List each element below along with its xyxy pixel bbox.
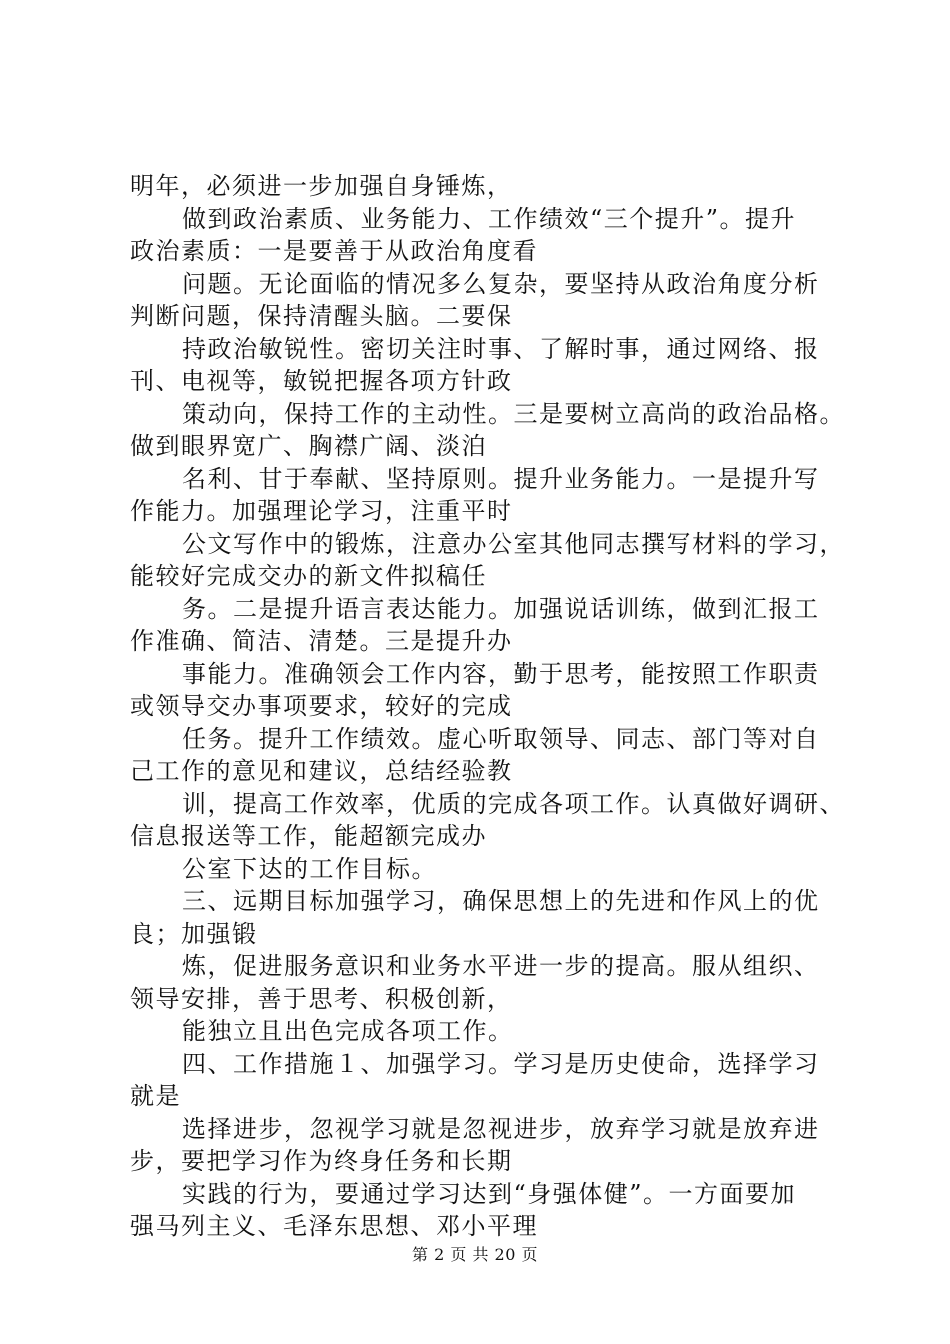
paragraph: [130, 658, 850, 723]
text-line: 问题。无论面临的情况多么复杂，要坚持从政治角度分析: [182, 269, 820, 298]
text-line: 己工作的意见和建议，总结经验教: [130, 757, 513, 785]
text-line: 信息报送等工作，能超额完成办: [130, 822, 487, 850]
paragraph: [130, 398, 850, 463]
paragraph: [130, 1015, 850, 1048]
paragraph: [130, 170, 850, 203]
text-line: 领导安排，善于思考、积极创新，: [130, 984, 513, 1013]
page-number-footer: 第 2 页 共 20 页: [412, 1245, 538, 1264]
paragraph: [130, 203, 850, 268]
text-line: 做到眼界宽广、胸襟广阔、淡泊: [130, 432, 487, 460]
text-line: 或领导交办事项要求，较好的完成: [130, 692, 513, 720]
text-line: 步，要把学习作为终身任务和长期: [130, 1147, 513, 1175]
text-line: 作准确、简洁、清楚。三是提升办: [130, 627, 513, 655]
text-line: 政治素质：一是要善于从政治角度看: [130, 237, 538, 265]
text-line: 四、工作措施１、加强学习。学习是历史使命，选择学习: [182, 1049, 820, 1078]
paragraph: [130, 528, 850, 593]
paragraph: [130, 463, 850, 528]
document-body: [130, 170, 850, 1243]
text-line: 事能力。准确领会工作内容，勤于思考，能按照工作职责: [182, 659, 820, 688]
text-line: 训，提高工作效率，优质的完成各项工作。认真做好调研、: [182, 789, 845, 818]
paragraph: [130, 950, 850, 1015]
text-line: 炼，促进服务意识和业务水平进一步的提高。服从组织、: [182, 952, 820, 980]
text-line: 刊、电视等，敏锐把握各项方针政: [130, 367, 513, 395]
text-line: 能较好完成交办的新文件拟稿任: [130, 562, 487, 590]
text-line: 能独立且出色完成各项工作。: [182, 1017, 514, 1045]
text-line: 实践的行为，要通过学习达到“身强体健”。一方面要加: [182, 1179, 797, 1208]
paragraph: [130, 853, 850, 886]
text-line: 任务。提升工作绩效。虚心听取领导、同志、部门等对自: [182, 724, 820, 753]
paragraph: [130, 1113, 850, 1178]
text-line: 判断问题，保持清醒头脑。二要保: [130, 302, 513, 330]
text-line: 强马列主义、毛泽东思想、邓小平理: [130, 1212, 538, 1240]
text-line: 名利、甘于奉献、坚持原则。提升业务能力。一是提升写: [182, 464, 820, 493]
paragraph: [130, 1048, 850, 1113]
text-line: 良；加强锻: [130, 919, 258, 948]
paragraph: [130, 593, 850, 658]
text-line: 作能力。加强理论学习，注重平时: [130, 497, 513, 525]
paragraph: [130, 723, 850, 788]
text-line: 做到政治素质、业务能力、工作绩效“三个提升”。提升: [182, 204, 797, 233]
text-line: 公文写作中的锻炼，注意办公室其他同志撰写材料的学习，: [182, 529, 845, 558]
text-line: 就是: [130, 1082, 181, 1110]
text-line: 三、远期目标加强学习，确保思想上的先进和作风上的优: [182, 887, 820, 915]
paragraph: [130, 885, 850, 950]
paragraph: [130, 333, 850, 398]
text-line: 策动向，保持工作的主动性。三是要树立高尚的政治品格。: [182, 399, 845, 428]
text-line: 选择进步，忽视学习就是忽视进步，放弃学习就是放弃进: [182, 1114, 820, 1143]
text-line: 公室下达的工作目标。: [182, 854, 437, 883]
text-line: 明年，必须进一步加强自身锤炼，: [130, 172, 513, 200]
text-line: 务。二是提升语言表达能力。加强说话训练，做到汇报工: [182, 594, 820, 623]
text-line: 持政治敏锐性。密切关注时事、了解时事，通过网络、报: [182, 334, 820, 363]
paragraph: [130, 268, 850, 333]
paragraph: [130, 788, 850, 853]
paragraph: [130, 1178, 850, 1243]
